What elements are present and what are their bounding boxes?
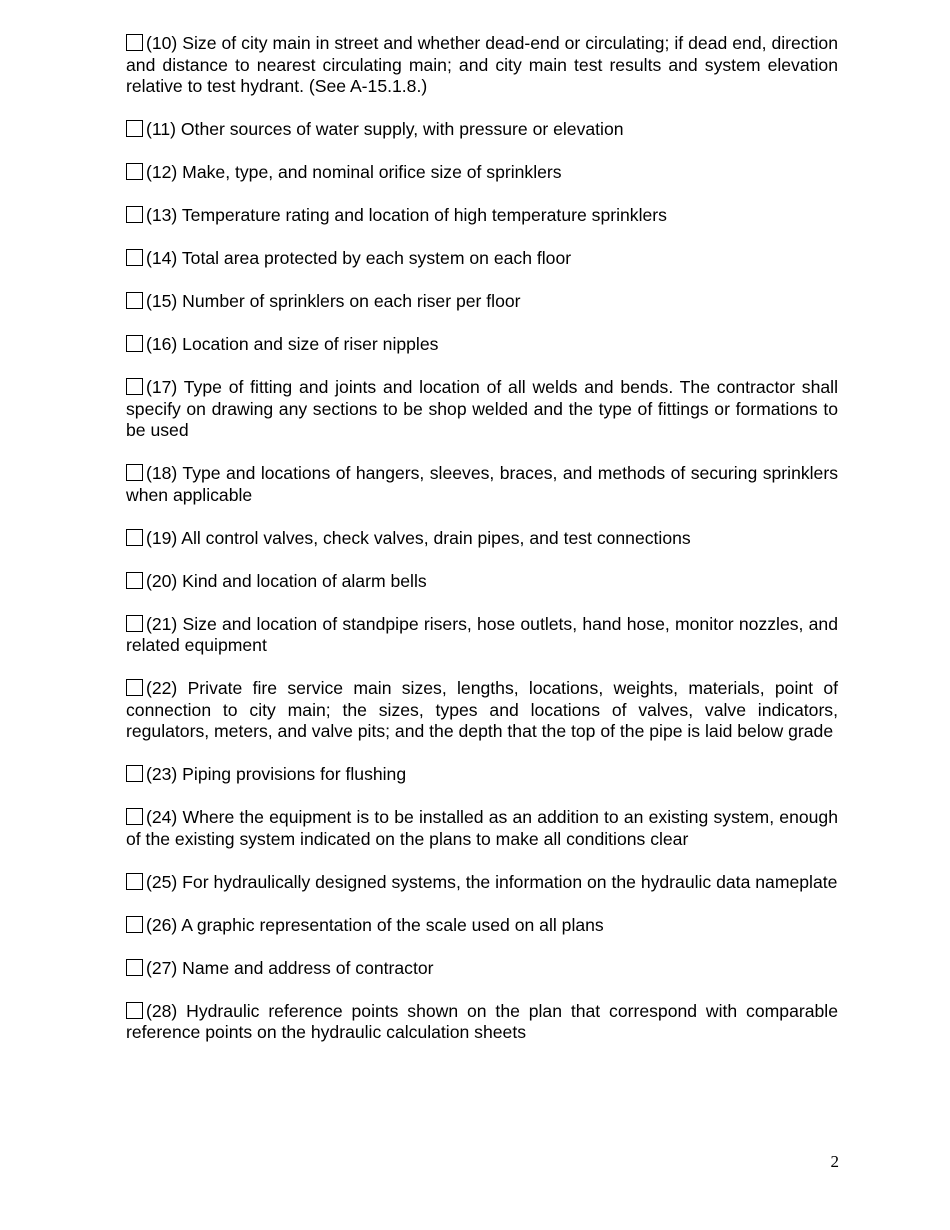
checklist-item-text: (28) Hydraulic reference points shown on the plan that correspond with comparable reference points on the hydraulic calculation sheets	[126, 1000, 838, 1042]
checklist-item-text: (22) Private fire service main sizes, lengths, locations, weights, materials, point of connection to city main; the sizes, types and locations of valves, valve indicators, regulators, meters, and valve pits; and the depth that the top of the pipe is laid below grade	[126, 678, 838, 741]
checklist-item-text: (21) Size and location of standpipe risers, hose outlets, hand hose, monitor nozzles, and related equipment	[126, 613, 838, 655]
checklist-item	[126, 571, 838, 593]
checklist-item-text: (20) Kind and location of alarm bells	[146, 570, 427, 591]
checklist-item-text: (18) Type and locations of hangers, sleeves, braces, and methods of securing sprinklers when applicable	[126, 463, 838, 505]
checklist-item-text: (11) Other sources of water supply, with pressure or elevation	[146, 119, 624, 139]
checklist-item	[126, 678, 838, 743]
checklist-item	[126, 764, 838, 786]
page-number: 2	[830, 1152, 839, 1171]
checkbox[interactable]	[126, 206, 143, 223]
checkbox[interactable]	[126, 615, 143, 632]
checklist-item	[126, 162, 838, 184]
checkbox[interactable]	[126, 873, 143, 890]
checklist-item	[126, 119, 838, 141]
checkbox[interactable]	[126, 378, 143, 395]
checklist-item	[126, 872, 838, 894]
checklist-item-text: (26) A graphic representation of the scale used on all plans	[146, 914, 604, 935]
checkbox[interactable]	[126, 464, 143, 481]
checkbox[interactable]	[126, 572, 143, 589]
checkbox[interactable]	[126, 529, 143, 546]
checklist-item-text: (10) Size of city main in street and whether dead-end or circulating; if dead end, direction and distance to nearest circulating main; and city main test results and system elevation relative to test hydrant. (See A-15.1.8.)	[126, 33, 838, 96]
checkbox[interactable]	[126, 808, 143, 825]
checklist-item	[126, 334, 838, 356]
checklist-item	[126, 205, 838, 227]
checklist-item-text: (27) Name and address of contractor	[146, 957, 434, 978]
checkbox[interactable]	[126, 916, 143, 933]
checklist-item	[126, 248, 838, 270]
checklist-item	[126, 807, 838, 850]
checkbox[interactable]	[126, 34, 143, 51]
checklist-item	[126, 915, 838, 937]
checklist-item	[126, 1001, 838, 1044]
checkbox[interactable]	[126, 249, 143, 266]
checklist-item-text: (12) Make, type, and nominal orifice size of sprinklers	[146, 162, 562, 182]
checklist-item-text: (23) Piping provisions for flushing	[146, 764, 407, 784]
checklist-item	[126, 33, 838, 98]
checkbox[interactable]	[126, 765, 143, 782]
checklist-item-text: (24) Where the equipment is to be installed as an addition to an existing system, enough of the existing system indicated on the plans to make all conditions clear	[126, 807, 838, 849]
checklist-item	[126, 463, 838, 506]
checklist-item	[126, 377, 838, 442]
checklist-item-text: (25) For hydraulically designed systems, the information on the hydraulic data nameplate	[146, 871, 838, 892]
checklist-item	[126, 291, 838, 313]
checklist-item	[126, 958, 838, 980]
checkbox[interactable]	[126, 163, 143, 180]
checklist-item-text: (17) Type of fitting and joints and location of all welds and bends. The contractor shall specify on drawing any sections to be shop welded and the type of fittings or formations to be used	[126, 377, 838, 440]
checklist-item-text: (16) Location and size of riser nipples	[146, 334, 439, 354]
checklist-item-text: (13) Temperature rating and location of high temperature sprinklers	[146, 205, 667, 225]
checkbox[interactable]	[126, 1002, 143, 1019]
checklist-item-text: (14) Total area protected by each system on each floor	[146, 248, 572, 268]
checklist-item-text: (19) All control valves, check valves, drain pipes, and test connections	[146, 527, 691, 548]
checkbox[interactable]	[126, 292, 143, 309]
checklist-item-text: (15) Number of sprinklers on each riser per floor	[146, 291, 521, 311]
checklist-item	[126, 614, 838, 657]
checkbox[interactable]	[126, 335, 143, 352]
checkbox[interactable]	[126, 120, 143, 137]
checklist-item	[126, 528, 838, 550]
checkbox[interactable]	[126, 959, 143, 976]
checkbox[interactable]	[126, 679, 143, 696]
checklist	[126, 33, 838, 1065]
